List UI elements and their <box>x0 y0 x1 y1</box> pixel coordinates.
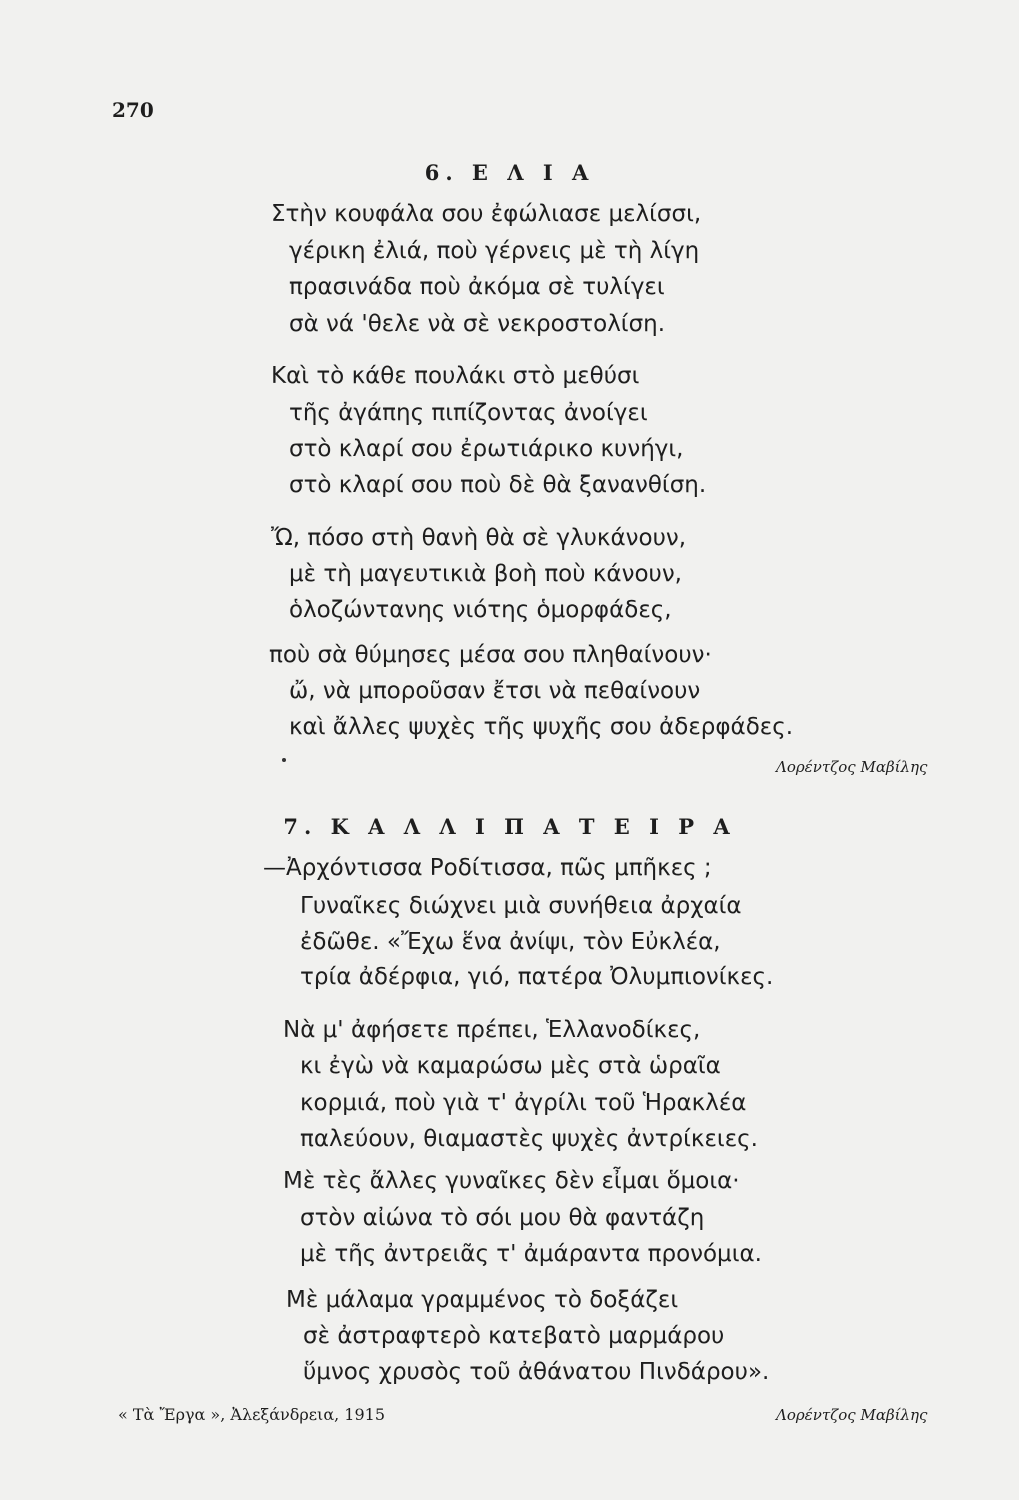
poem-7-line: ὕμνος χρυσὸς τοῦ ἀθάνατου Πινδάρου». <box>303 1359 770 1385</box>
poem-6-line: ὁλοζώντανης νιότης ὁμορφάδες, <box>289 597 672 623</box>
poem-6-line: Ὤ, πόσο στὴ θανὴ θὰ σὲ γλυκάνουν, <box>271 525 687 551</box>
poem-7-line: ἐδῶθε. «Ἔχω ἕνα ἀνίψι, τὸν Εὐκλέα, <box>300 929 721 955</box>
poem-7-line: τρία ἀδέρφια, γιό, πατέρα Ὀλυμπιονίκες. <box>300 964 774 990</box>
poem-7-line: Νὰ μ' ἀφήσετε πρέπει, Ἑλλανοδίκες, <box>283 1017 701 1043</box>
ornament-dot <box>282 758 286 762</box>
poem-6-line: Καὶ τὸ κάθε πουλάκι στὸ μεθύσι <box>271 363 640 389</box>
poem-6-line: στὸ κλαρί σου ποὺ δὲ θὰ ξανανθίση. <box>289 472 707 498</box>
poem-7-signature: Λορέντζος Μαβίλης <box>776 1406 928 1424</box>
poem-6-line: στὸ κλαρί σου ἐρωτιάρικο κυνήγι, <box>289 436 684 462</box>
poem-6-line: καὶ ἄλλες ψυχὲς τῆς ψυχῆς σου ἀδερφάδες. <box>289 714 794 740</box>
poem-7-line: Γυναῖκες διώχνει μιὰ συνήθεια ἀρχαία <box>300 893 742 919</box>
poem-6-line: γέρικη ἐλιά, ποὺ γέρνεις μὲ τὴ λίγη <box>289 238 700 264</box>
poem-7-line: μὲ τῆς ἀντρειᾶς τ' ἀμάραντα προνόμια. <box>300 1241 762 1267</box>
poem-7-line: Μὲ τὲς ἄλλες γυναῖκες δὲν εἶμαι ὅμοια· <box>283 1168 740 1194</box>
poem-6-line: μὲ τὴ μαγευτικιὰ βοὴ ποὺ κάνουν, <box>289 561 682 587</box>
poem-7-line: κι ἐγὼ νὰ καμαρώσω μὲς στὰ ὡραῖα <box>300 1053 721 1079</box>
poem-6-title: 6. Ε Λ Ι Α <box>424 160 595 185</box>
poem-7-line: —Ἀρχόντισσα Ροδίτισσα, πῶς μπῆκες ; <box>263 855 712 881</box>
source-citation: « Τὰ Ἔργα », Ἀλεξάνδρεια, 1915 <box>118 1405 386 1424</box>
poem-6-line: Στὴν κουφάλα σου ἐφώλιασε μελίσσι, <box>271 201 702 227</box>
poem-7-line: σὲ ἀστραφτερὸ κατεβατὸ μαρμάρου <box>303 1323 725 1349</box>
page-number: 270 <box>112 98 154 122</box>
poem-6-signature: Λορέντζος Μαβίλης <box>776 758 928 776</box>
poem-7-title: 7. Κ Α Λ Λ Ι Π Α Τ Ε Ι Ρ Α <box>283 814 736 839</box>
poem-6-line: ὤ, νὰ μποροῦσαν ἔτσι νὰ πεθαίνουν <box>289 678 701 704</box>
poem-7-line: Μὲ μάλαμα γραμμένος τὸ δοξάζει <box>286 1287 679 1313</box>
poem-6-line: ποὺ σὰ θύμησες μέσα σου πληθαίνουν· <box>269 642 712 668</box>
poem-7-line: κορμιά, ποὺ γιὰ τ' ἀγρίλι τοῦ Ἡρακλέα <box>300 1090 747 1116</box>
poem-7-line: στὸν αἰώνα τὸ σόι μου θὰ φαντάζη <box>300 1205 705 1231</box>
poem-6-line: σὰ νά 'θελε νὰ σὲ νεκροστολίση. <box>289 311 666 337</box>
poem-7-line: παλεύουν, θιαμαστὲς ψυχὲς ἀντρίκειες. <box>300 1126 758 1152</box>
poem-6-line: πρασινάδα ποὺ ἀκόμα σὲ τυλίγει <box>289 274 665 300</box>
poem-6-line: τῆς ἀγάπης πιπίζοντας ἀνοίγει <box>289 400 648 426</box>
